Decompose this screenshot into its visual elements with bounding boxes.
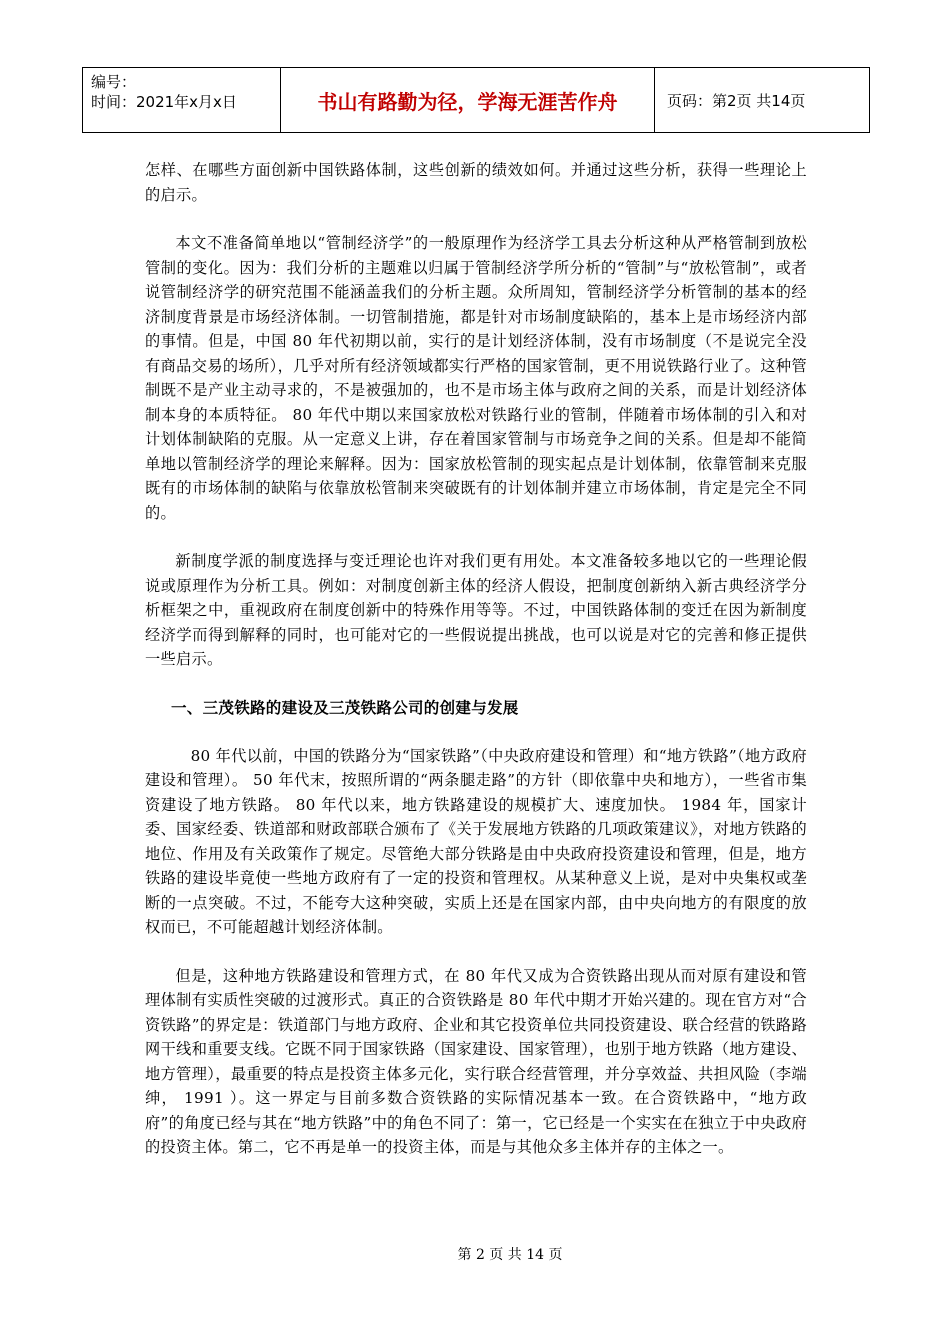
page-header: [82, 67, 870, 133]
paragraph: 新制度学派的制度选择与变迁理论也许对我们更有用处。本文准备较多地以它的一些理论假说或原理作为分析工具。例如：对制度创新主体的经济人假设，把制度创新纳入新古典经济学分析框架之中，重视政府在制度创新中的特殊作用等等。不过，中国铁路体制的变迁在因为新制度经济学而得到解释的同时，也可能对它的一些假说提出挑战，也可以说是对它的完善和修正提供一些启示。: [145, 552, 807, 668]
header-meta: [83, 68, 281, 132]
document-date: 时间：2021年x月x日: [91, 93, 237, 111]
paragraph: 本文不准备简单地以“管制经济学”的一般原理作为经济学工具去分析这种从严格管制到放松管制的变化。因为：我们分析的主题难以归属于管制经济学所分析的“管制”与“放松管制”，或者说管制经济学的研究范围不能涵盖我们的分析主题。众所周知，管制经济学分析管制的基本的经济制度背景是市场经济体制。一切管制措施，都是针对市场制度缺陷的，基本上是市场经济内部的事情。但是，中国 80 年代初期以前，实行的是计划经济体制，没有市场制度（不是说完全没有商品交易的场所），几乎对所有经济领域都实行严格的国家管制，更不用说铁路行业了。这种管制既不是产业主动寻求的，不是被强加的，也不是市场主体与政府之间的关系，而是计划经济体制本身的本质特征。 80 年代中期以来国家放松对铁路行业的管制，伴随着市场体制的引入和对计划体制缺陷的克服。从一定意义上讲，存在着国家管制与市场竞争之间的关系。但是却不能简单地以管制经济学的理论来解释。因为：国家放松管制的现实起点是计划体制，依靠管制来克服既有的市场体制的缺陷与依靠放松管制来突破既有的计划体制并建立市场体制，肯定是完全不同的。: [145, 234, 807, 522]
page-footer: 第 2 页 共 14 页: [457, 1247, 563, 1263]
paragraph: 但是，这种地方铁路建设和管理方式，在 80 年代又成为合资铁路出现从而对原有建设和管理体制有实质性突破的过渡形式。真正的合资铁路是 80 年代中期才开始兴建的。现在官方对“合资铁路”的界定是：铁道部门与地方政府、企业和其它投资单位共同投资建设、联合经营的铁路路网干线和重要支线。它既不同于国家铁路（国家建设、国家管理），也别于地方铁路（地方建设、地方管理），最重要的特点是投资主体多元化，实行联合经营管理，并分享效益、共担风险（李端绅， 1991 ）。这一界定与目前多数合资铁路的实际情况基本一致。在合资铁路中，“地方政府”的角度已经与其在“地方铁路”中的角色不同了：第一，它已经是一个实实在在独立于中央政府的投资主体。第二，它不再是单一的投资主体，而是与其他众多主体并存的主体之一。: [145, 966, 807, 1156]
document-number-label: 编号：: [91, 73, 137, 91]
header-motto: 书山有路勤为径，学海无涯苦作舟: [281, 68, 655, 132]
document-body: [145, 158, 807, 1184]
section-heading: 一、三茂铁路的建设及三茂铁路公司的创建与发展: [171, 698, 519, 717]
paragraph: 80 年代以前，中国的铁路分为“国家铁路”（中央政府建设和管理）和“地方铁路”（地方政府建设和管理）。 50 年代末，按照所谓的“两条腿走路”的方针（即依靠中央和地方），一些省市集资建设了地方铁路。 80 年代以来，地方铁路建设的规模扩大、速度加快。 1984 年，国家计委、国家经委、铁道部和财政部联合颁布了《关于发展地方铁路的几项政策建议》，对地方铁路的地位、作用及有关政策作了规定。尽管绝大部分铁路是由中央政府投资建设和管理，但是，地方铁路的建设毕竟使一些地方政府有了一定的投资和管理权。从某种意义上说，是对中央集权或垄断的一点突破。不过，不能夸大这种突破，实质上还是在国家内部，由中央向地方的有限度的放权而已，不可能超越计划经济体制。: [145, 746, 807, 936]
paragraph-continuation: 怎样、在哪些方面创新中国铁路体制，这些创新的绩效如何。并通过这些分析，获得一些理论上的启示。: [145, 161, 807, 204]
header-page-info: 页码：第2页 共14页: [667, 91, 806, 110]
